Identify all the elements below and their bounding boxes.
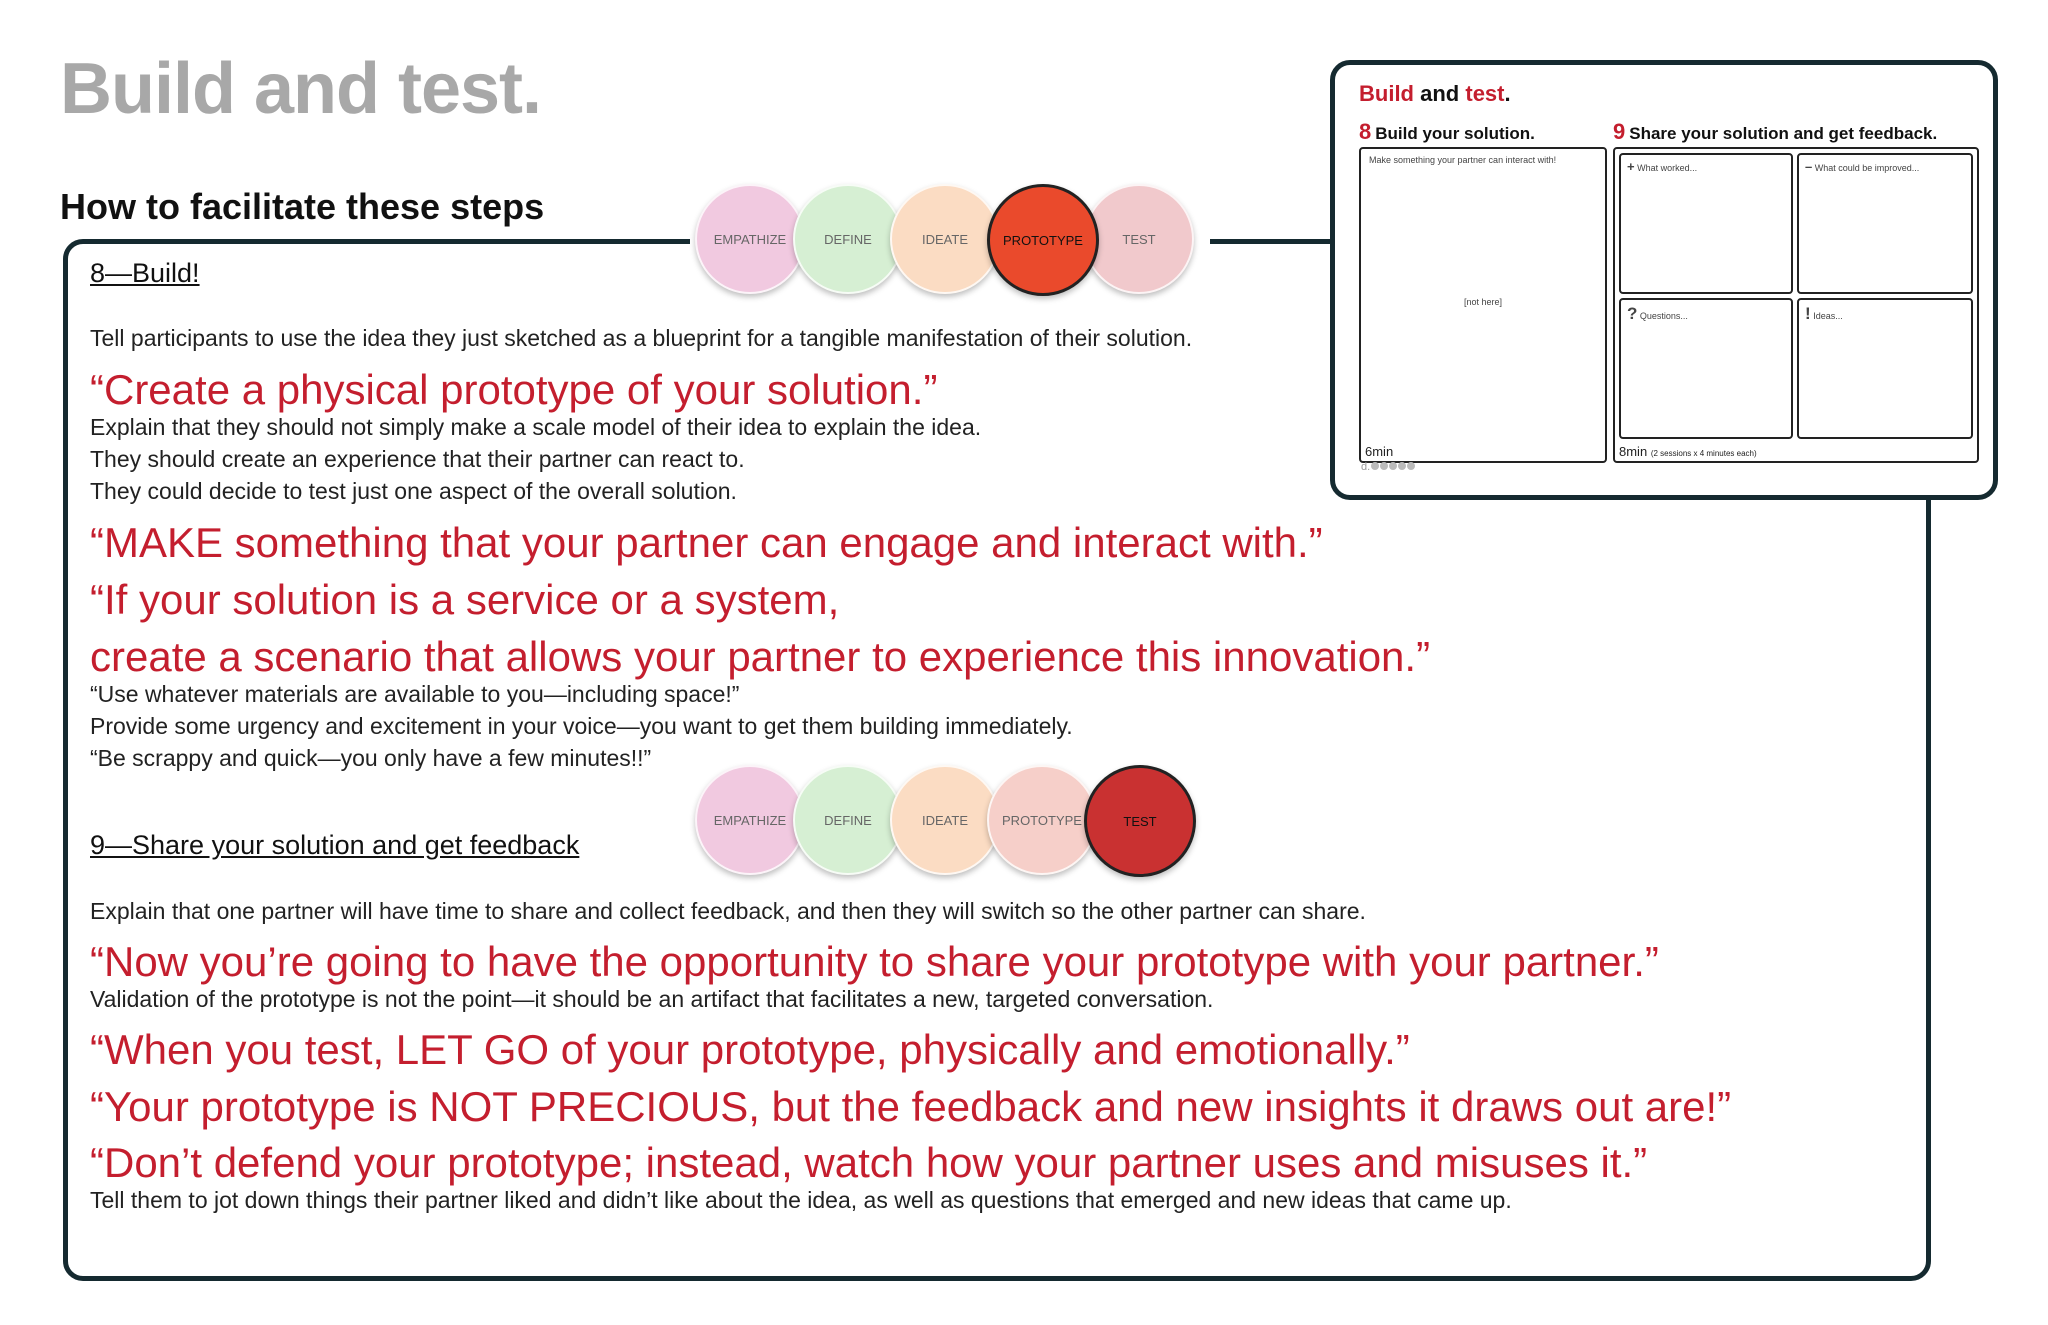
section-8-quote-4: create a scenario that allows your partner to experience this innovation.” [90,633,1431,680]
worksheet-share-time-note: (2 sessions x 4 minutes each) [1650,449,1757,458]
page-subtitle: How to facilitate these steps [60,186,545,227]
section-9-heading: 9—Share your solution and get feedback [90,830,580,860]
process-step-test: TEST [1084,184,1194,294]
section-9-quote-1: “Now you’re going to have the opportunity to share your prototype with your partner.” [90,938,1659,985]
worksheet-step-8 [1359,119,1535,145]
process-bar-prototype [690,182,1210,296]
process-step-test-active: TEST [1084,765,1196,877]
section-9-line-2: Tell them to jot down things their partner liked and didn’t like about the idea, as well as questions that emerged and new ideas that came up. [90,1187,1512,1213]
section-9-quote-4: “Don’t defend your prototype; instead, watch how your partner uses and misuses it.” [90,1139,1648,1186]
section-8-line-1: Explain that they should not simply make a scale model of their idea to explain the idea. [90,414,982,440]
section-8-intro: Tell participants to use the idea they just sketched as a blueprint for a tangible manifestation of their solution. [90,325,1193,351]
process-step-define: DEFINE [793,184,903,294]
question-icon: ? [1627,304,1638,323]
process-step-ideate: IDEATE [890,184,1000,294]
worksheet-step-8-number: 8 [1359,119,1372,144]
section-8-line-2: They should create an experience that their partner can react to. [90,446,745,472]
section-8-quote-3: “If your solution is a service or a system, [90,576,840,623]
section-9-intro: Explain that one partner will have time to share and collect feedback, and then they will switch so the other partner can share. [90,898,1366,924]
worksheet-title-test: test [1465,81,1505,106]
worksheet-title-build: Build [1359,81,1414,106]
worksheet-step-9-number: 9 [1613,119,1626,144]
section-9-quote-3: “Your prototype is NOT PRECIOUS, but the feedback and new insights it draws out are!” [90,1083,1732,1130]
worksheet-share-box [1613,147,1979,463]
section-8-heading: 8—Build! [90,258,200,288]
process-bar-test [690,763,1210,877]
worksheet-build-time: 6min [1365,444,1394,459]
worksheet-build-box [1359,147,1607,463]
section-8-line-6: “Be scrappy and quick—you only have a few minutes!!” [90,745,652,771]
worksheet-step-9 [1613,119,1937,145]
worksheet-cell-questions-label: Questions... [1639,311,1688,321]
process-step-prototype-active: PROTOTYPE [987,184,1099,296]
process-step-ideate: IDEATE [890,765,1000,875]
section-8-line-4: “Use whatever materials are available to you—including space!” [90,681,740,707]
section-9-line-1: Validation of the prototype is not the point—it should be an artifact that facilitates a new, targeted conversation. [90,986,1214,1012]
process-step-define: DEFINE [793,765,903,875]
process-step-empathize: EMPATHIZE [695,765,805,875]
worksheet-cell-questions [1619,298,1793,439]
worksheet-logo [1361,461,1416,473]
worksheet-share-time-value: 8min [1619,444,1648,459]
worksheet-step-9-label: Share your solution and get feedback. [1629,124,1938,143]
process-step-prototype: PROTOTYPE [987,765,1097,875]
worksheet-cell-improve-label: What could be improved... [1814,163,1920,173]
process-step-empathize: EMPATHIZE [695,184,805,294]
worksheet-title-and: and [1420,81,1460,106]
worksheet-preview [1330,60,1998,500]
section-8-quote-1: “Create a physical prototype of your solution.” [90,366,938,413]
page-title: Build and test. [60,49,542,129]
plus-icon: + [1627,159,1635,174]
worksheet-cell-ideas [1797,298,1973,439]
worksheet-step-8-label: Build your solution. [1375,124,1535,143]
section-8-line-3: They could decide to test just one aspect of the overall solution. [90,478,737,504]
section-8-line-5: Provide some urgency and excitement in your voice—you want to get them building immediately. [90,713,1073,739]
worksheet-cell-ideas-label: Ideas... [1813,311,1843,321]
worksheet-title-period: . [1504,81,1511,106]
worksheet-share-time [1619,444,1757,459]
worksheet-build-placeholder: [not here] [1463,297,1503,307]
section-9-quote-2: “When you test, LET GO of your prototype, physically and emotionally.” [90,1026,1410,1073]
worksheet-cell-improve [1797,153,1973,294]
worksheet-cell-worked-label: What worked... [1637,163,1698,173]
worksheet-title [1359,81,1511,107]
worksheet-build-hint: Make something your partner can interact with! [1369,155,1557,165]
minus-icon: – [1805,159,1813,174]
worksheet-logo-text: d. [1361,461,1371,473]
worksheet-cell-worked [1619,153,1793,294]
section-8-quote-2: “MAKE something that your partner can engage and interact with.” [90,519,1323,566]
exclamation-icon: ! [1805,304,1811,323]
